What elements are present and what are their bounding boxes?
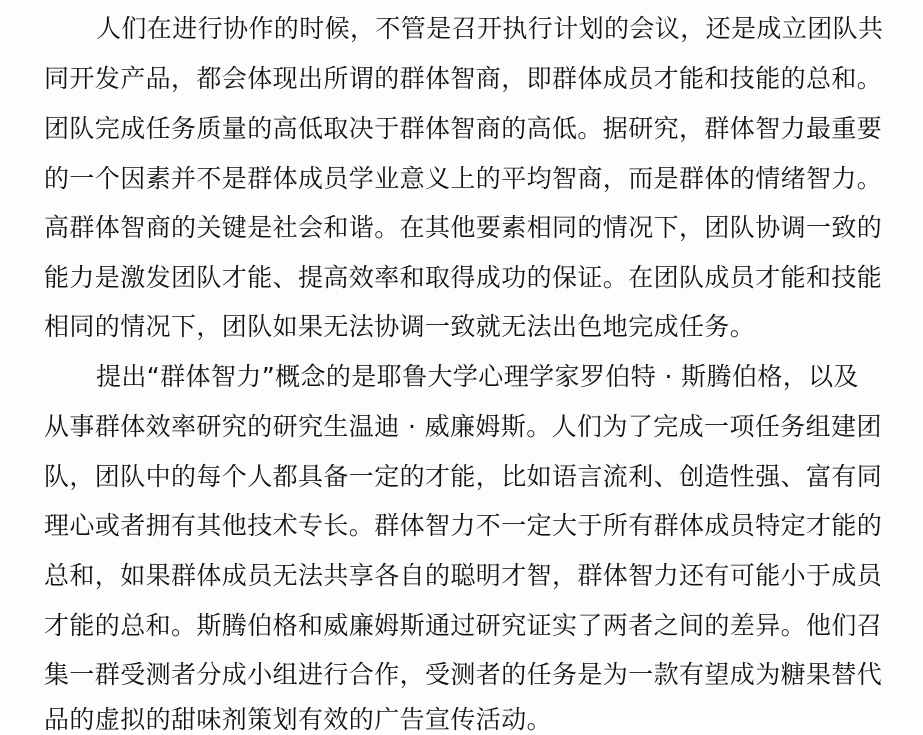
paragraph-1-line-5: 高群体智商的关键是社会和谐。在其他要素相同的情况下，团队协调一致的	[44, 213, 883, 242]
paragraph-1-line-3: 团队完成任务质量的高低取决于群体智商的高低。据研究，群体智力最重要	[44, 114, 883, 143]
paragraph-2-line-1: 提出“群体智力”概念的是耶鲁大学心理学家罗伯特 · 斯腾伯格，以及	[96, 362, 859, 391]
paragraph-1-line-2: 同开发产品，都会体现出所谓的群体智商，即群体成员才能和技能的总和。	[44, 64, 883, 93]
paragraph-1-line-4: 的一个因素并不是群体成员学业意义上的平均智商，而是群体的情绪智力。	[44, 164, 883, 193]
paragraph-1-line-6: 能力是激发团队才能、提高效率和取得成功的保证。在团队成员才能和技能	[44, 263, 883, 292]
paragraph-2-line-6: 才能的总和。斯腾伯格和威廉姆斯通过研究证实了两者之间的差异。他们召	[44, 611, 883, 640]
paragraph-2-line-4: 理心或者拥有其他技术专长。群体智力不一定大于所有群体成员特定才能的	[44, 511, 883, 540]
paragraph-2-line-2: 从事群体效率研究的研究生温迪 · 威廉姆斯。人们为了完成一项任务组建团	[44, 412, 882, 441]
paragraph-2-line-8: 品的虚拟的甜味剂策划有效的广告宣传活动。	[44, 705, 553, 734]
paragraph-1-line-1: 人们在进行协作的时候，不管是召开执行计划的会议，还是成立团队共	[96, 14, 884, 43]
paragraph-2-line-3: 队，团队中的每个人都具备一定的才能，比如语言流利、创造性强、富有同	[44, 462, 883, 491]
paragraph-1-line-7: 相同的情况下，团队如果无法协调一致就无法出色地完成任务。	[44, 312, 756, 341]
paragraph-2-line-7: 集一群受测者分成小组进行合作，受测者的任务是为一款有望成为糖果替代	[44, 660, 883, 689]
paragraph-2-line-5: 总和，如果群体成员无法共享各自的聪明才智，群体智力还有可能小于成员	[44, 561, 883, 590]
